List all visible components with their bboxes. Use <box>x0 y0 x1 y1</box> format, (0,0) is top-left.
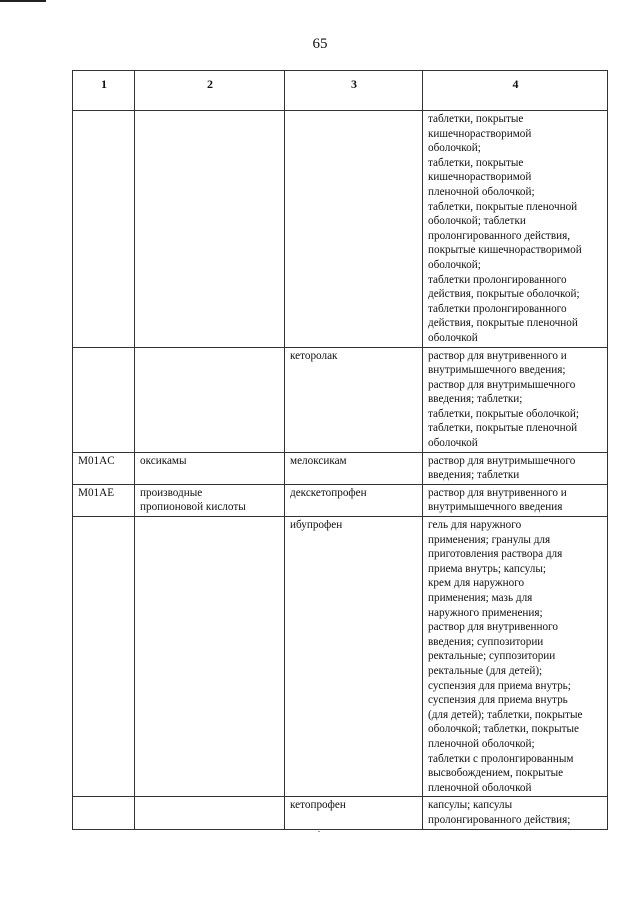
dosage-form-line: таблетки пролонгированного <box>428 302 567 315</box>
dosage-form-line: оболочкой <box>428 331 478 344</box>
table-row <box>73 452 608 484</box>
header-col-2: 2 <box>135 71 285 111</box>
header-col-1: 1 <box>73 71 135 111</box>
table-row <box>73 484 608 516</box>
dosage-form-line: приготовления раствора для <box>428 548 563 561</box>
dosage-form-line: таблетки с пролонгированным <box>428 752 574 765</box>
drug-name-cell: кеторолак <box>285 347 423 452</box>
table-body <box>73 111 608 830</box>
dosage-form-line: суспензия для приема внутрь; <box>428 679 571 692</box>
dosage-form-line: раствор для внутривенного и <box>428 486 567 499</box>
group-name-cell: производные пропионовой кислоты <box>135 484 285 516</box>
dosage-form-line: таблетки, покрытые <box>428 156 524 169</box>
dosage-form-line: пленочной оболочкой; <box>428 185 535 198</box>
corner-scan-mark <box>0 0 46 2</box>
group-name-cell: оксикамы <box>135 452 285 484</box>
drug-name-cell: кетопрофен <box>285 797 423 829</box>
dosage-form-line: оболочкой; <box>428 258 481 271</box>
dosage-form-line: пленочной оболочкой <box>428 781 532 794</box>
atc-code-cell <box>73 517 135 797</box>
dosage-form-line: оболочкой; таблетки <box>428 215 526 228</box>
dosage-form-line: раствор для внутривенного <box>428 621 558 634</box>
dosage-form-line: наружного применения; <box>428 606 543 619</box>
dosage-form-line: пленочной оболочкой; <box>428 737 535 750</box>
dosage-form-line: суспензия для приема внутрь <box>428 694 568 707</box>
dosage-forms-cell <box>423 517 608 797</box>
dosage-form-line: внутримышечного введения; <box>428 364 566 377</box>
dosage-form-line: применения; гранулы для <box>428 533 551 546</box>
table-row <box>73 111 608 348</box>
drug-name-cell <box>285 111 423 348</box>
drug-table <box>72 70 608 830</box>
dosage-form-line: гель для наружного <box>428 519 522 532</box>
table-row <box>73 347 608 452</box>
dosage-form-line: пролонгированного действия; <box>428 813 571 826</box>
dosage-form-line: введения; таблетки; <box>428 393 523 406</box>
group-name-cell <box>135 517 285 797</box>
scan-artifact <box>318 831 320 832</box>
dosage-form-line: приема внутрь; капсулы; <box>428 562 546 575</box>
dosage-form-line: действия, покрытые пленочной <box>428 317 578 330</box>
dosage-form-line: таблетки, покрытые пленочной <box>428 422 578 435</box>
group-name-cell <box>135 111 285 348</box>
dosage-forms-cell <box>423 111 608 348</box>
dosage-form-line: крем для наружного <box>428 577 525 590</box>
dosage-forms-cell <box>423 797 608 829</box>
dosage-form-line: оболочкой; таблетки, покрытые <box>428 723 579 736</box>
atc-code-cell <box>73 797 135 829</box>
dosage-form-line: капсулы; капсулы <box>428 799 513 812</box>
dosage-form-line: раствор для внутривенного и <box>428 349 567 362</box>
dosage-form-line: раствор для внутримышечного <box>428 378 576 391</box>
dosage-form-line: ректальные; суппозитории <box>428 650 556 663</box>
drug-name-cell: декскетопрофен <box>285 484 423 516</box>
dosage-form-line: пролонгированного действия, <box>428 229 571 242</box>
dosage-form-line: применения; мазь для <box>428 592 533 604</box>
group-name-cell <box>135 797 285 829</box>
drug-name-cell: мелоксикам <box>285 452 423 484</box>
dosage-form-line: таблетки пролонгированного <box>428 273 567 286</box>
header-col-4: 4 <box>423 71 608 111</box>
dosage-form-line: введения; таблетки <box>428 469 520 482</box>
dosage-form-line: таблетки, покрытые <box>428 113 524 125</box>
dosage-form-line: (для детей); таблетки, покрытые <box>428 708 583 721</box>
dosage-form-line: высвобождением, покрытые <box>428 767 564 780</box>
dosage-form-line: ректальные (для детей); <box>428 664 543 677</box>
table-row <box>73 797 608 829</box>
dosage-form-line: оболочкой; <box>428 142 481 155</box>
dosage-form-line: таблетки, покрытые пленочной <box>428 200 578 213</box>
header-row <box>73 71 608 111</box>
drug-name-cell: ибупрофен <box>285 517 423 797</box>
dosage-forms-cell <box>423 347 608 452</box>
dosage-forms-cell <box>423 452 608 484</box>
table-row <box>73 517 608 797</box>
dosage-form-line: оболочкой <box>428 437 478 450</box>
dosage-form-line: кишечнорастворимой <box>428 127 532 140</box>
atc-code-cell <box>73 111 135 348</box>
dosage-form-line: внутримышечного введения <box>428 501 563 514</box>
header-col-3: 3 <box>285 71 423 111</box>
dosage-forms-cell <box>423 484 608 516</box>
atc-code-cell <box>73 347 135 452</box>
dosage-form-line: таблетки, покрытые оболочкой; <box>428 407 579 420</box>
atc-code-cell: M01AC <box>73 452 135 484</box>
dosage-form-line: покрытые кишечнорастворимой <box>428 244 582 257</box>
dosage-form-line: введения; суппозитории <box>428 635 544 648</box>
dosage-form-line: действия, покрытые оболочкой; <box>428 288 580 301</box>
dosage-form-line: кишечнорастворимой <box>428 171 532 184</box>
dosage-form-line: раствор для внутримышечного <box>428 454 576 467</box>
group-name-cell <box>135 347 285 452</box>
page-number: 65 <box>312 36 328 52</box>
atc-code-cell: M01AE <box>73 484 135 516</box>
